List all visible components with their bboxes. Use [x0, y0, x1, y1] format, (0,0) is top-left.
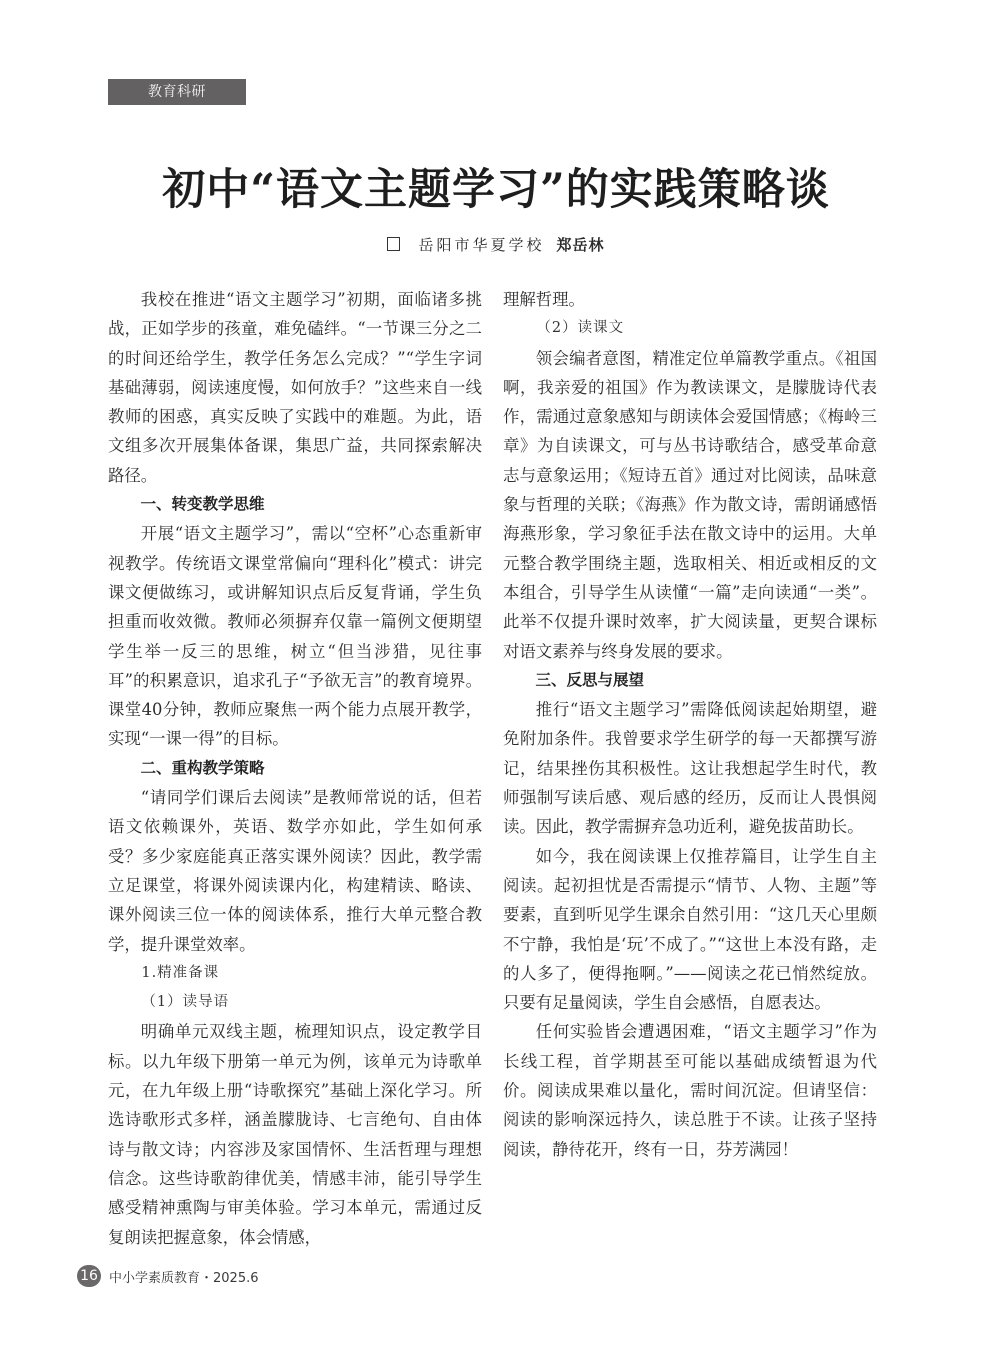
paragraph: 推行“语文主题学习”需降低阅读起始期望，避免附加条件。我曾要求学生研学的每一天都撰写游记，结果挫伤其积极性。这让我想起学生时代，教师强制写读后感、观后感的经历，反而让人畏惧阅读。因此，教学需摒弃急功近利，避免拔苗助长。 [503, 700, 877, 837]
journal-info: 中小学素质教育・2025.6 [109, 1270, 259, 1286]
left-column [108, 285, 482, 1252]
author-name: 郑岳林 [556, 236, 605, 254]
paragraph-continuation: 理解哲理。 [503, 290, 585, 309]
paragraph: 领会编者意图，精准定位单篇教学重点。《祖国啊，我亲爱的祖国》作为教读课文，是朦胧诗代表作，需通过意象感知与朗读体会爱国情感；《梅岭三章》为自读课文，可与丛书诗歌结合，感受革命意志与意象运用；《短诗五首》通过对比阅读，品味意象与哲理的关联；《海燕》作为散文诗，需朗诵感悟海燕形象，学习象征手法在散文诗中的运用。大单元整合教学围绕主题，选取相关、相近或相反的文本组合，引导学生从读懂“一篇”走向读通“一类”。此举不仅提升课时效率，扩大阅读量，更契合课标对语文素养与终身发展的要求。 [503, 348, 877, 661]
section-heading-2: 二、重构教学策略 [140, 758, 265, 777]
intro-paragraph: 我校在推进“语文主题学习”初期，面临诸多挑战，正如学步的孩童，难免磕绊。“一节课三分之二的时间还给学生，教学任务怎么完成？”“学生字词基础薄弱，阅读速度慢，如何放手？”这些来自一线教师的困惑，真实反映了实践中的难题。为此，语文组多次开展集体备课，集思广益，共同探索解决路径。 [108, 290, 482, 485]
paragraph: 开展“语文主题学习”，需以“空杯”心态重新审视教学。传统语文课堂常偏向“理科化”模式：讲完课文便做练习，或讲解知识点后反复背诵，学生负担重而收效微。教师必须摒弃仅靠一篇例文便期望学生举一反三的思维，树立“但当涉猎，见往事耳”的积累意识，追求孔子“予欲无言”的教育境界。课堂40分钟，教师应聚焦一两个能力点展开教学，实现“一课一得”的目标。 [108, 524, 482, 749]
paragraph: “请同学们课后去阅读”是教师常说的话，但若语文依赖课外，英语、数学亦如此，学生如何承受？多少家庭能真正落实课外阅读？因此，教学需立足课堂，将课外阅读课内化，构建精读、略读、课外阅读三位一体的阅读体系，推行大单元整合教学，提升课堂效率。 [108, 788, 482, 954]
paragraph: 任何实验皆会遭遇困难，“语文主题学习”作为长线工程，首学期甚至可能以基础成绩暂退为代价。阅读成果难以量化，需时间沉淀。但请坚信：阅读的影响深远持久，读总胜于不读。让孩子坚持阅读，静待花开，终有一日，芬芳满园！ [503, 1022, 877, 1159]
subheading: 1.精准备课 [141, 964, 220, 981]
paragraph: 明确单元双线主题，梳理知识点，设定教学目标。以九年级下册第一单元为例，该单元为诗歌单元，在九年级上册“诗歌探究”基础上深化学习。所选诗歌形式多样，涵盖朦胧诗、七言绝句、自由体诗与散文诗；内容涉及家国情怀、生活哲理与理想信念。这些诗歌韵律优美，情感丰沛，能引导学生感受精神熏陶与审美体验。学习本单元，需通过反复朗读把握意象，体会情感， [108, 1022, 482, 1247]
subheading: （1）读导语 [141, 994, 230, 1011]
right-column [503, 285, 877, 1164]
article-title: 初中“语文主题学习”的实践策略谈 [162, 165, 830, 215]
paragraph: 如今，我在阅读课上仅推荐篇目，让学生自主阅读。起初担忧是否需提示“情节、人物、主题”等要素，直到听见学生课余自然引用：“这几天心里颇不宁静，我怕是‘玩’不成了。”“这世上本没有路，走的人多了，便得拖啊。”——阅读之花已悄然绽放。只要有足量阅读，学生自会感悟，自愿表达。 [503, 846, 877, 1013]
byline [0, 233, 992, 257]
author-school: 岳阳市华夏学校 [418, 236, 545, 254]
section-heading-3: 三、反思与展望 [535, 670, 645, 689]
section-heading-1: 一、转变教学思维 [140, 495, 265, 514]
section-badge: 教育科研 [108, 79, 246, 105]
subheading: （2）读课文 [536, 320, 625, 337]
square-icon [387, 237, 400, 251]
page-footer [77, 1265, 259, 1287]
page-number: 16 [77, 1265, 101, 1287]
